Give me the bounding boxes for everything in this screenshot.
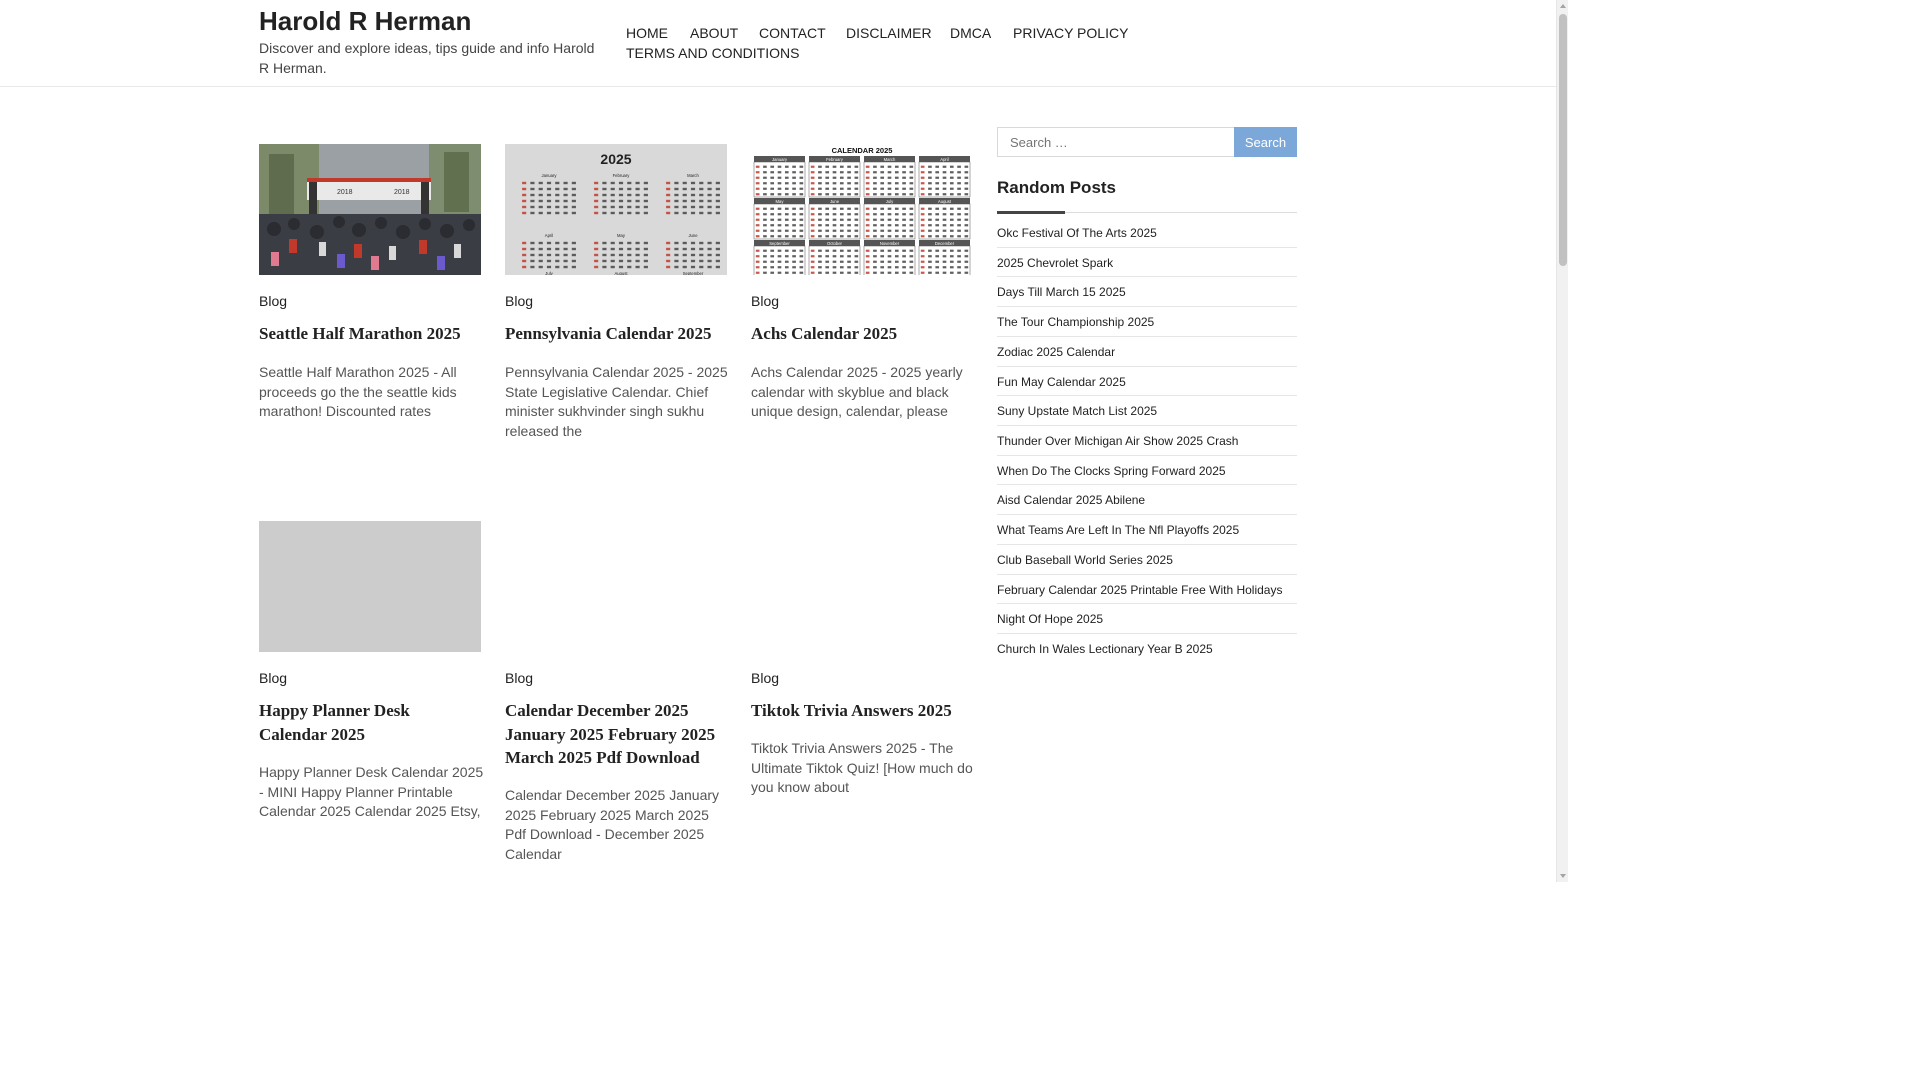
search-button[interactable]: Search bbox=[1234, 127, 1297, 157]
svg-text:2018: 2018 bbox=[394, 189, 410, 196]
calendar-month bbox=[809, 156, 860, 197]
random-post-link[interactable]: Night Of Hope 2025 bbox=[997, 612, 1104, 627]
post-excerpt: Tiktok Trivia Answers 2025 - The Ultimate Tiktok Quiz! [How much do you know about bbox=[751, 740, 973, 795]
widget-title-underline bbox=[997, 211, 1065, 214]
month-name: September bbox=[682, 270, 704, 275]
calendar-month bbox=[664, 270, 722, 275]
calendar-heading: CALENDAR 2025 bbox=[831, 146, 893, 155]
month-name: May bbox=[617, 232, 625, 238]
month-name: April bbox=[544, 232, 554, 238]
calendar-month bbox=[754, 198, 805, 239]
month-name: April bbox=[940, 156, 949, 162]
month-name: August bbox=[614, 270, 628, 275]
month-name: January bbox=[541, 172, 557, 178]
post-category[interactable]: Blog bbox=[259, 670, 288, 686]
list-item bbox=[997, 575, 1297, 605]
nav-contact[interactable]: CONTACT bbox=[759, 25, 826, 41]
post-excerpt: Happy Planner Desk Calendar 2025 - MINI Happy Planner Printable Calendar 2025 Calendar 2025 Etsy, bbox=[259, 764, 484, 819]
post-title[interactable]: Tiktok Trivia Answers 2025 bbox=[751, 701, 952, 720]
month-name: August bbox=[937, 198, 952, 204]
month-name: January bbox=[772, 156, 787, 162]
month-name: February bbox=[612, 172, 630, 178]
post-thumbnail[interactable] bbox=[751, 144, 973, 275]
calendar-month bbox=[919, 198, 970, 239]
nav-terms-and-conditions[interactable]: TERMS AND CONDITIONS bbox=[626, 45, 800, 61]
site-title[interactable]: Harold R Herman bbox=[259, 6, 472, 36]
month-name: November bbox=[879, 240, 900, 246]
list-item bbox=[997, 367, 1297, 397]
random-post-link[interactable]: Club Baseball World Series 2025 bbox=[997, 552, 1173, 567]
random-post-link[interactable]: When Do The Clocks Spring Forward 2025 bbox=[997, 463, 1226, 478]
post-excerpt: Pennsylvania Calendar 2025 - 2025 State Legislative Calendar. Chief minister sukhvinder singh sukhu released the bbox=[505, 364, 728, 439]
calendar-month bbox=[864, 156, 915, 197]
post-title[interactable]: Seattle Half Marathon 2025 bbox=[259, 324, 461, 343]
banner-text: 2018 bbox=[337, 189, 353, 196]
site-header bbox=[0, 0, 1556, 87]
post-thumbnail[interactable] bbox=[505, 144, 727, 275]
list-item bbox=[997, 634, 1297, 664]
post-title[interactable]: Achs Calendar 2025 bbox=[751, 324, 898, 343]
random-post-link[interactable]: Suny Upstate Match List 2025 bbox=[997, 404, 1158, 419]
list-item bbox=[997, 545, 1297, 575]
month-name: February bbox=[826, 156, 843, 162]
nav-disclaimer[interactable]: DISCLAIMER bbox=[846, 25, 932, 41]
calendar-month bbox=[864, 240, 915, 275]
scroll-down-arrow-icon[interactable] bbox=[1560, 874, 1566, 878]
random-post-link[interactable]: Thunder Over Michigan Air Show 2025 Crash bbox=[997, 434, 1239, 449]
list-item bbox=[997, 456, 1297, 486]
random-post-link[interactable]: Aisd Calendar 2025 Abilene bbox=[997, 493, 1146, 508]
nav-privacy-policy[interactable]: PRIVACY POLICY bbox=[1013, 25, 1129, 41]
list-item bbox=[997, 218, 1297, 248]
random-post-link[interactable]: Church In Wales Lectionary Year B 2025 bbox=[997, 642, 1213, 657]
nav-dmca[interactable]: DMCA bbox=[950, 25, 992, 41]
search-input[interactable] bbox=[997, 127, 1234, 157]
post-category[interactable]: Blog bbox=[751, 670, 780, 686]
post-title[interactable]: Happy Planner Desk Calendar 2025 bbox=[259, 701, 410, 744]
calendar-month bbox=[864, 198, 915, 239]
month-name: October bbox=[827, 240, 842, 246]
post-category[interactable]: Blog bbox=[751, 293, 780, 309]
list-item bbox=[997, 337, 1297, 367]
random-posts-list bbox=[997, 218, 1297, 664]
calendar-month bbox=[919, 156, 970, 197]
random-post-link[interactable]: February Calendar 2025 Printable Free With Holidays bbox=[997, 582, 1283, 597]
post-excerpt: Calendar December 2025 January 2025 February 2025 March 2025 Pdf Download - December 2025 Calendar bbox=[505, 787, 720, 862]
calendar-heading: 2025 bbox=[600, 151, 632, 167]
list-item bbox=[997, 307, 1297, 337]
scrollbar-thumb[interactable] bbox=[1559, 14, 1567, 266]
post-title[interactable]: Calendar December 2025 January 2025 February 2025 March 2025 Pdf Download bbox=[505, 701, 716, 767]
month-name: September bbox=[769, 240, 790, 246]
list-item bbox=[997, 248, 1297, 278]
post-excerpt: Seattle Half Marathon 2025 - All proceeds go the the seattle kids marathon! Discounted rates bbox=[259, 364, 457, 419]
calendar-month bbox=[520, 270, 578, 275]
calendar-month bbox=[919, 240, 970, 275]
list-item bbox=[997, 426, 1297, 456]
list-item bbox=[997, 604, 1297, 634]
post-thumbnail[interactable] bbox=[259, 144, 481, 275]
random-post-link[interactable]: The Tour Championship 2025 bbox=[997, 315, 1155, 330]
page-scrollbar[interactable] bbox=[1556, 0, 1568, 882]
month-name: June bbox=[829, 198, 840, 204]
month-name: December bbox=[934, 240, 955, 246]
random-post-link[interactable]: Zodiac 2025 Calendar bbox=[997, 344, 1116, 359]
calendar-month bbox=[754, 240, 805, 275]
post-title[interactable]: Pennsylvania Calendar 2025 bbox=[505, 324, 712, 343]
post-category[interactable]: Blog bbox=[259, 293, 288, 309]
random-post-link[interactable]: Okc Festival Of The Arts 2025 bbox=[997, 226, 1157, 240]
post-excerpt: Achs Calendar 2025 - 2025 yearly calendar with skyblue and black unique design, calendar, please bbox=[751, 364, 963, 419]
post-category[interactable]: Blog bbox=[505, 293, 534, 309]
month-name: May bbox=[775, 198, 784, 204]
list-item bbox=[997, 485, 1297, 515]
random-post-link[interactable]: Days Till March 15 2025 bbox=[997, 285, 1126, 300]
month-name: June bbox=[688, 232, 698, 238]
month-name: July bbox=[885, 198, 894, 204]
post-thumbnail-placeholder[interactable] bbox=[259, 521, 481, 652]
nav-about[interactable]: ABOUT bbox=[690, 25, 739, 41]
calendar-month bbox=[754, 156, 805, 197]
widget-title: Random Posts bbox=[997, 178, 1117, 197]
random-post-link[interactable]: What Teams Are Left In The Nfl Playoffs 2025 bbox=[997, 523, 1240, 538]
month-name: July bbox=[545, 270, 553, 275]
random-post-link[interactable]: 2025 Chevrolet Spark bbox=[997, 255, 1114, 270]
list-item bbox=[997, 396, 1297, 426]
site-description: Discover and explore ideas, tips guide and info Harold R Herman. bbox=[259, 40, 595, 76]
scroll-up-arrow-icon[interactable] bbox=[1560, 4, 1566, 8]
list-item bbox=[997, 277, 1297, 307]
month-name: March bbox=[687, 172, 699, 178]
random-post-link[interactable]: Fun May Calendar 2025 bbox=[997, 374, 1126, 389]
post-category[interactable]: Blog bbox=[505, 670, 534, 686]
month-name: March bbox=[883, 156, 896, 162]
list-item bbox=[997, 515, 1297, 545]
calendar-month bbox=[809, 198, 860, 239]
calendar-month bbox=[809, 240, 860, 275]
nav-home[interactable]: HOME bbox=[626, 25, 668, 41]
calendar-month bbox=[592, 270, 650, 275]
